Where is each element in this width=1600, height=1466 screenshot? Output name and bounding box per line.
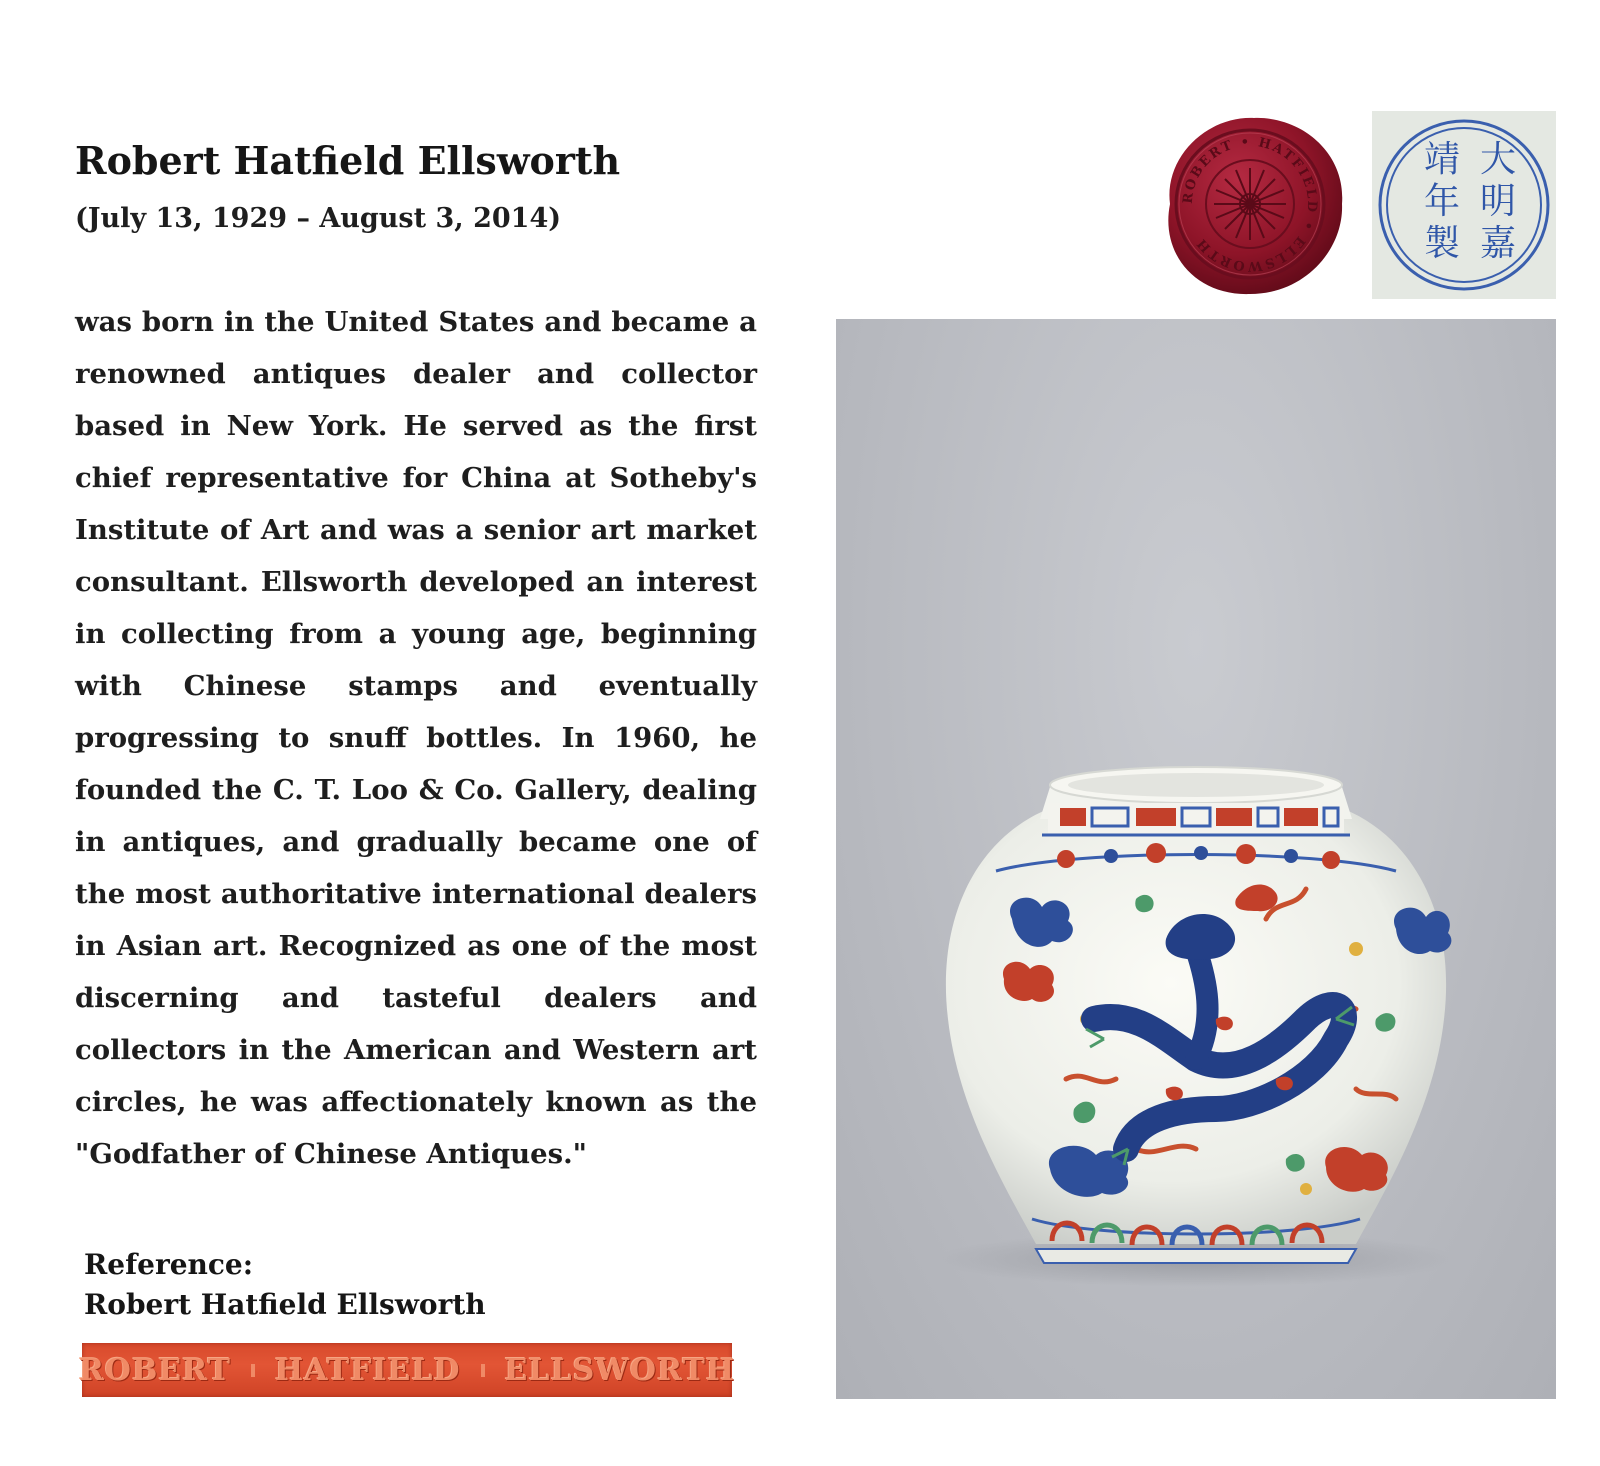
collection-label-strip: [78, 1343, 736, 1397]
reign-char-0: 大: [1480, 139, 1517, 180]
wax-seal-icon: [1150, 108, 1350, 300]
page-title: Robert Hatfield Ellsworth: [75, 138, 621, 183]
wax-seal-text: ROBERT • HATFIELD • ELLSWORTH: [1180, 134, 1320, 274]
reign-char-5: 製: [1424, 223, 1461, 264]
reign-char-4: 年: [1424, 181, 1461, 222]
dragon-jar-image: [836, 319, 1556, 1399]
reign-char-3: 靖: [1424, 139, 1461, 180]
reign-mark-image: [1372, 111, 1556, 299]
life-dates: (July 13, 1929 – August 3, 2014): [75, 203, 562, 234]
reign-char-1: 明: [1480, 181, 1517, 222]
reign-char-2: 嘉: [1480, 223, 1517, 264]
reference-label: Reference:: [84, 1248, 254, 1281]
strip-word-ellsworth: ELLSWORTH: [504, 1352, 736, 1388]
strip-word-robert: ROBERT: [78, 1352, 231, 1388]
reference-name: Robert Hatfield Ellsworth: [84, 1288, 486, 1321]
biography-text: was born in the United States and became a renowned antiques dealer and collector based in New York. He served as the first chief representative for China at Sotheby's Institute of Art and was a senior art market consultant. Ellsworth developed an interest in collecting from a young age, beginning with Chinese stamps and eventually progressing to snuff bottles. In 1960, he founded the C. T. Loo & Co. Gallery, dealing in antiques, and gradually became one of the most authoritative international dealers in Asian art. Recognized as one of the most discerning and tasteful dealers and collectors in the American and Western art circles, he was affectionately known as the "Godfather of Chinese Antiques.": [75, 306, 757, 1170]
strip-word-hatfield: HATFIELD: [274, 1352, 461, 1388]
